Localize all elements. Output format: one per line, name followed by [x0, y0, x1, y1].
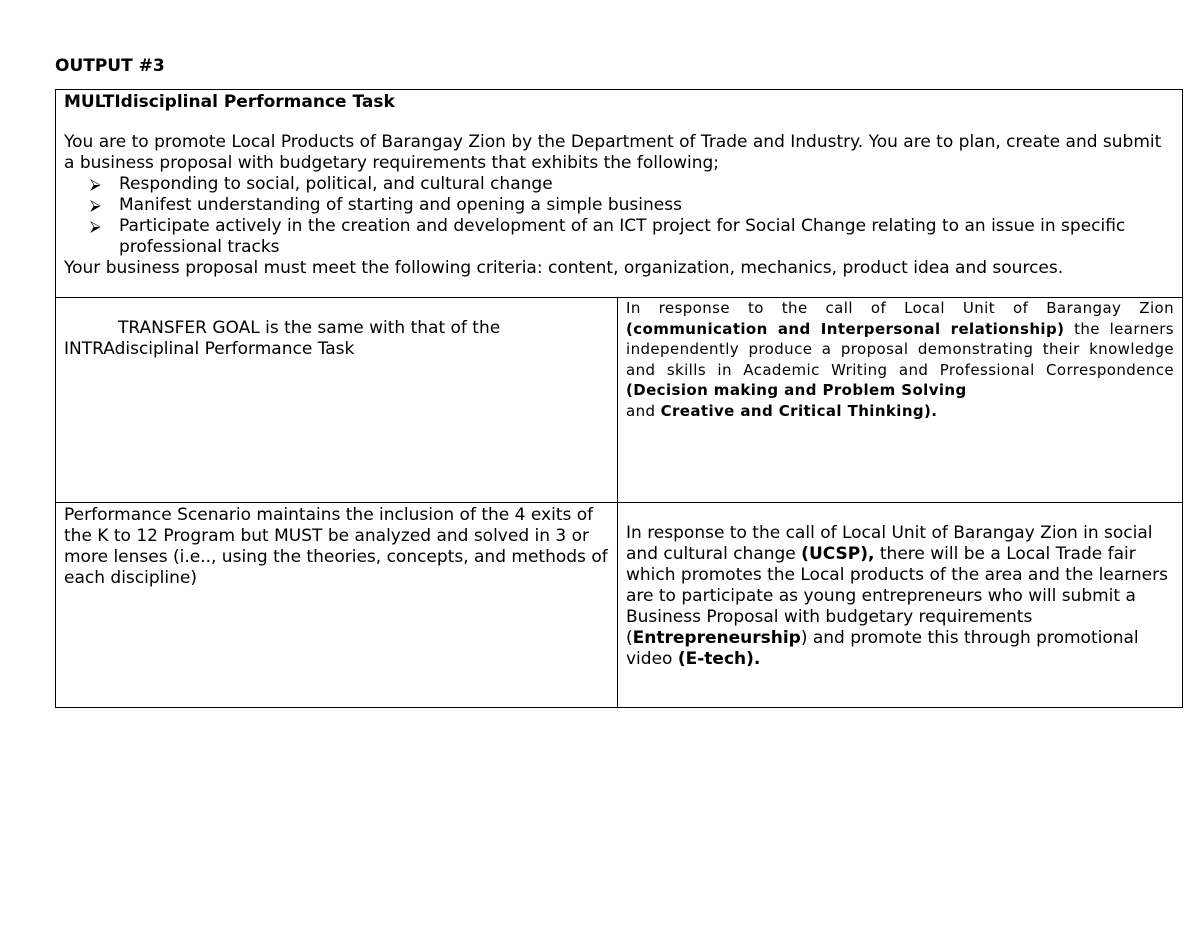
- arrowhead-bullet-icon: ⮚: [90, 217, 101, 235]
- list-item: [90, 216, 1174, 258]
- scenario-response-cell: [618, 503, 1183, 708]
- list-item: [90, 195, 1174, 216]
- scenario-row: [56, 503, 1183, 708]
- bullet-text: Participate actively in the creation and development of an ICT project for Social Change relating to an issue in specific professional tracks: [119, 216, 1126, 257]
- performance-task-table: [55, 89, 1183, 708]
- transfer-response-cell: [618, 298, 1183, 503]
- task-cell: [56, 90, 1183, 298]
- task-bullet-list: [64, 174, 1174, 258]
- scenario-response-text: In response to the call of Local Unit of Barangay Zion in social and cultural change (UCSP), there will be a Local Trade fair which promotes the Local products of the area and the learners are to participate as young entrepreneurs who will submit a Business Proposal with budgetary requirements (Entrepreneurship) and promote this through promotional video (E-tech).: [626, 523, 1168, 669]
- bullet-text: Manifest understanding of starting and opening a simple business: [119, 195, 682, 215]
- task-title: MULTIdisciplinal Performance Task: [64, 92, 395, 112]
- transfer-goal-text: TRANSFER GOAL is the same with that of the INTRAdisciplinal Performance Task: [64, 318, 501, 359]
- task-row: [56, 90, 1183, 298]
- arrowhead-bullet-icon: ⮚: [90, 175, 101, 193]
- transfer-response-text: In response to the call of Local Unit of Barangay Zion (communication and Interpersonal relationship) the learners independently produce a proposal demonstrating their knowledge and skills in Academic Writing and Professional Correspondence (Decision making and Problem Solving and Creative and Critical Thinking).: [626, 299, 1175, 420]
- transfer-goal-cell: [56, 298, 618, 503]
- task-criteria: Your business proposal must meet the following criteria: content, organization, mechanics, product idea and sources.: [64, 258, 1064, 278]
- page-heading: OUTPUT #3: [55, 56, 165, 76]
- bullet-text: Responding to social, political, and cultural change: [119, 174, 553, 194]
- scenario-text: Performance Scenario maintains the inclusion of the 4 exits of the K to 12 Program but MUST be analyzed and solved in 3 or more lenses (i.e.., using the theories, concepts, and methods of each discipline): [64, 505, 608, 588]
- transfer-goal-row: [56, 298, 1183, 503]
- scenario-cell: [56, 503, 618, 708]
- arrowhead-bullet-icon: ⮚: [90, 196, 101, 214]
- list-item: [90, 174, 1174, 195]
- task-intro: You are to promote Local Products of Barangay Zion by the Department of Trade and Industry. You are to plan, create and submit a business proposal with budgetary requirements that exhibits the following;: [64, 132, 1162, 173]
